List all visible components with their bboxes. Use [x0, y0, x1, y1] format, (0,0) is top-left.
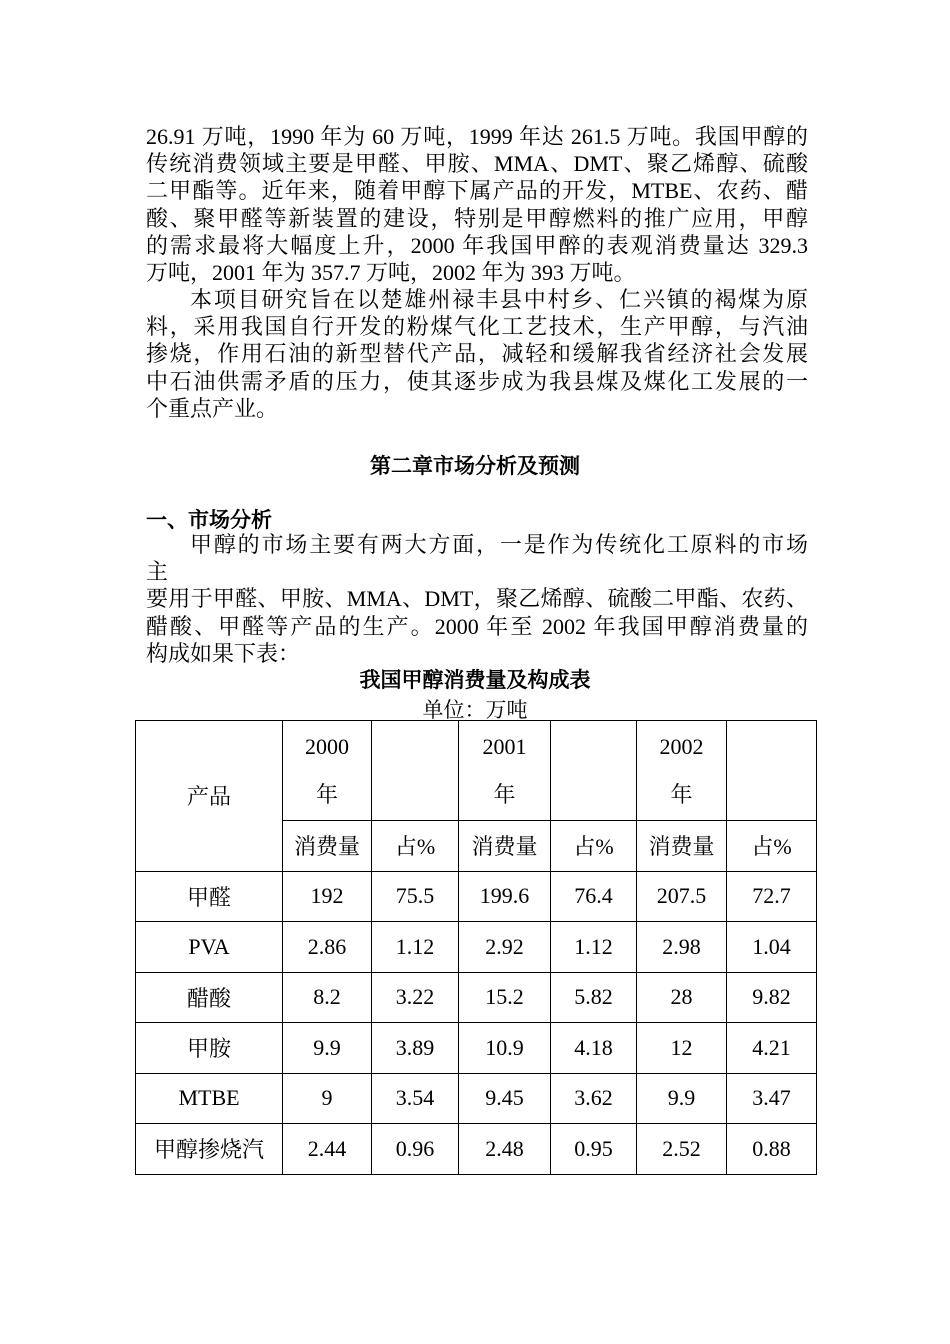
text-line: 传统消费领域主要是甲醛、甲胺、MMA、DMT、聚乙烯醇、硫酸	[146, 151, 808, 177]
year-label: 2000	[305, 733, 349, 759]
value-cell: 10.9	[459, 1023, 551, 1074]
year-header-blank	[551, 721, 637, 821]
text-line: 构成如果下表：	[146, 640, 301, 666]
value-cell: 2.48	[459, 1124, 551, 1175]
table-row	[136, 1023, 817, 1074]
table-title: 我国甲醇消费量及构成表	[359, 668, 591, 692]
value-cell: 4.18	[551, 1023, 637, 1074]
product-cell: 甲胺	[136, 1023, 283, 1074]
text-line: 个重点产业。	[146, 395, 279, 421]
consumption-header: 消费量	[637, 821, 727, 872]
year-header-blank	[727, 721, 817, 821]
table-unit: 单位：万吨	[422, 698, 528, 722]
value-cell: 15.2	[459, 972, 551, 1023]
value-cell: 0.88	[727, 1124, 817, 1175]
value-cell: 0.95	[551, 1124, 637, 1175]
value-cell: 9	[283, 1073, 372, 1124]
project-paragraph	[146, 286, 808, 422]
value-cell: 12	[637, 1023, 727, 1074]
year-suffix: 年	[670, 781, 693, 807]
table-row	[136, 972, 817, 1023]
value-cell: 28	[637, 972, 727, 1023]
consumption-header: 消费量	[283, 821, 372, 872]
product-cell: 甲醛	[136, 871, 283, 922]
share-header: 占%	[372, 821, 459, 872]
value-cell: 9.9	[283, 1023, 372, 1074]
table-row	[136, 1124, 817, 1175]
value-cell: 9.82	[727, 972, 817, 1023]
value-cell: 3.47	[727, 1073, 817, 1124]
year-header	[637, 721, 727, 821]
value-cell: 2.92	[459, 922, 551, 973]
text-line: 26.91 万吨，1990 年为 60 万吨，1999 年达 261.5 万吨。我国甲醇的	[146, 124, 808, 149]
value-cell: 3.62	[551, 1073, 637, 1124]
header-row	[136, 721, 817, 821]
product-cell: PVA	[136, 922, 283, 973]
value-cell: 192	[283, 871, 372, 922]
table-row	[136, 871, 817, 922]
value-cell: 0.96	[372, 1124, 459, 1175]
value-cell: 2.44	[283, 1124, 372, 1175]
value-cell: 72.7	[727, 871, 817, 922]
table-row	[136, 922, 817, 973]
consumption-header: 消费量	[459, 821, 551, 872]
text-line: 中石油供需矛盾的压力，使其逐步成为我县煤及煤化工发展的一	[146, 368, 808, 394]
text-line: 万吨，2001 年为 357.7 万吨，2002 年为 393 万吨。	[146, 259, 636, 285]
intro-paragraph	[146, 123, 808, 286]
value-cell: 1.12	[551, 922, 637, 973]
product-cell: MTBE	[136, 1073, 283, 1124]
consumption-table	[135, 720, 817, 1175]
product-cell: 甲醇掺烧汽	[136, 1124, 283, 1175]
value-cell: 2.98	[637, 922, 727, 973]
year-suffix: 年	[493, 781, 516, 807]
value-cell: 3.54	[372, 1073, 459, 1124]
value-cell: 3.22	[372, 972, 459, 1023]
text-line: 的需求最将大幅度上升，2000 年我国甲醉的表观消费量达 329.3	[146, 232, 808, 258]
chapter-title: 第二章市场分析及预测	[370, 454, 580, 478]
text-line: 二甲酯等。近年来，随着甲醇下属产品的开发，MTBE、农药、醋	[146, 178, 808, 204]
text-line: 酸、聚甲醛等新装置的建设，特别是甲醇燃料的推广应用，甲醇	[146, 205, 808, 231]
text-line: 甲醇的市场主要有两大方面，一是作为传统化工原料的市场	[190, 532, 808, 557]
value-cell: 76.4	[551, 871, 637, 922]
text-line: 本项目研究旨在以楚雄州禄丰县中村乡、仁兴镇的褐煤为原	[190, 287, 808, 312]
value-cell: 75.5	[372, 871, 459, 922]
year-label: 2001	[482, 733, 527, 759]
text-line: 料，采用我国自行开发的粉煤气化工艺技术，生产甲醇，与汽油	[146, 314, 808, 340]
year-header-blank	[372, 721, 459, 821]
text-line: 主	[146, 559, 169, 585]
section-title: 一、市场分析	[146, 508, 272, 532]
value-cell: 199.6	[459, 871, 551, 922]
value-cell: 2.52	[637, 1124, 727, 1175]
value-cell: 1.12	[372, 922, 459, 973]
value-cell: 5.82	[551, 972, 637, 1023]
value-cell: 3.89	[372, 1023, 459, 1074]
value-cell: 2.86	[283, 922, 372, 973]
value-cell: 4.21	[727, 1023, 817, 1074]
value-cell: 8.2	[283, 972, 372, 1023]
value-cell: 9.9	[637, 1073, 727, 1124]
value-cell: 207.5	[637, 871, 727, 922]
text-line: 醋酸、甲醛等产品的生产。2000 年至 2002 年我国甲醇消费量的	[146, 613, 808, 639]
text-line: 掺烧，作用石油的新型替代产品，减轻和缓解我省经济社会发展	[146, 341, 808, 367]
share-header: 占%	[727, 821, 817, 872]
value-cell: 1.04	[727, 922, 817, 973]
market-paragraph	[146, 531, 808, 667]
share-header: 占%	[551, 821, 637, 872]
year-header	[459, 721, 551, 821]
year-suffix: 年	[315, 781, 338, 807]
text-line: 要用于甲醛、甲胺、MMA、DMT，聚乙烯醇、硫酸二甲酯、农药、	[146, 586, 808, 612]
table-row	[136, 1073, 817, 1124]
product-cell: 醋酸	[136, 972, 283, 1023]
product-header: 产品	[136, 721, 283, 872]
year-header	[283, 721, 372, 821]
year-label: 2002	[659, 733, 704, 759]
value-cell: 9.45	[459, 1073, 551, 1124]
